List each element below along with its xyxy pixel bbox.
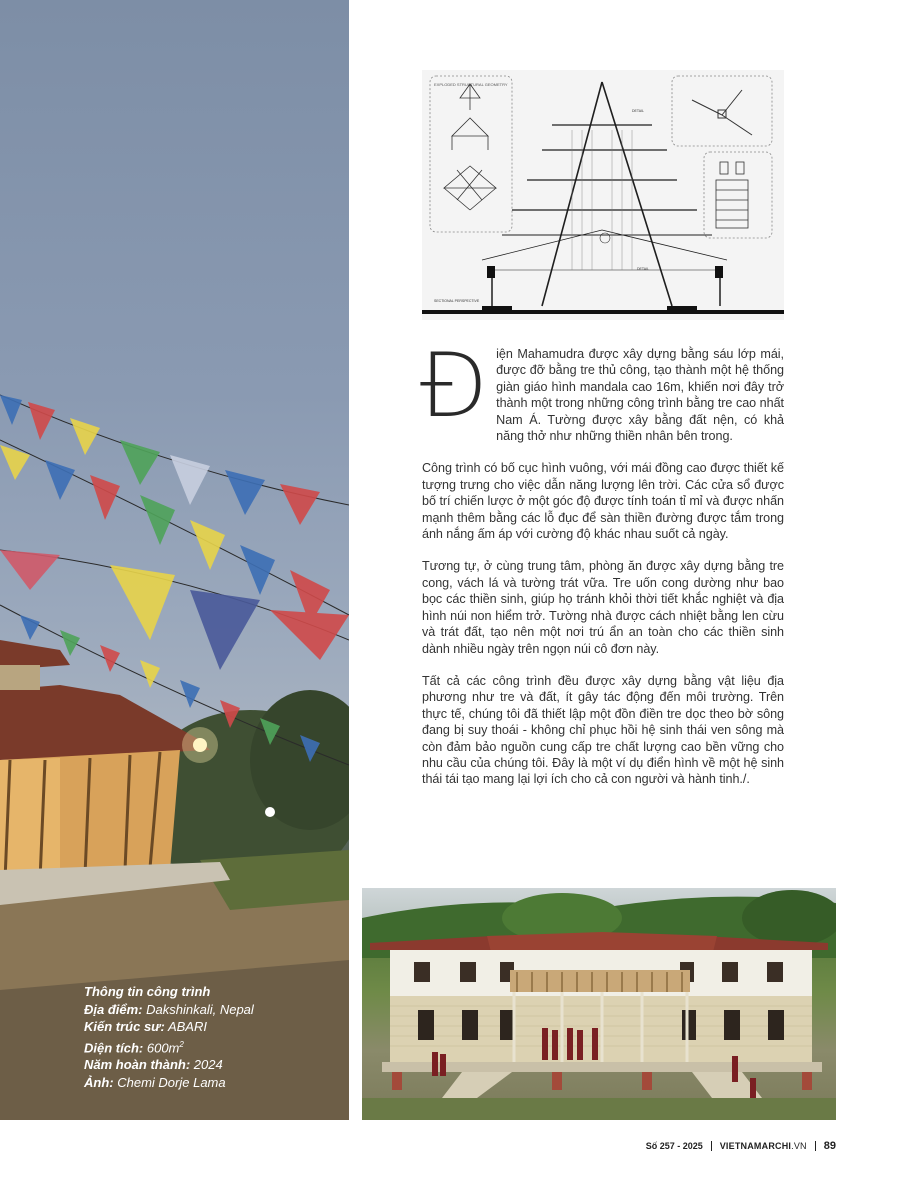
photo-dormitory-building [362,888,836,1120]
project-info-caption [84,983,334,1091]
drawing-illustration [422,70,784,320]
drop-cap: Đ [420,334,489,437]
photo-prayer-flags-building [0,0,349,1120]
issue-number: Số 257 - 2025 [646,1141,712,1151]
caption-year: Năm hoàn thành: 2024 [84,1057,223,1073]
exploded-label: EXPLODED STRUCTURAL GEOMETRY [434,82,508,87]
detail-label-bottom: DETAIL [637,267,649,271]
article-body [420,334,784,804]
caption-location: Địa điểm: Dakshinkali, Nepal [84,1001,254,1017]
detail-label-top: DETAIL [632,109,644,113]
site-name: VIETNAMARCHI.VN [712,1141,816,1151]
paragraph-4: Tất cả các công trình đều được xây dựng bằng vật liệu địa phương như tre và đất, ít gây tác động đến môi trường. Trên thực tế, chúng tôi đã thiết lập một đồn điền tre dọc theo bờ sông đang bị suy thoái - không chỉ phục hồi hệ sinh thái ven sông mà còn đảm bảo nguồn cung cấp tre chất lượng cao bền vững cho nhu cầu của chúng tôi. Đây là một ví dụ điển hình về một hệ sinh thái tái tạo mang lại lợi ích cho cả con người và hành tinh./. [422,673,784,787]
caption-heading: Thông tin công trình [84,984,211,999]
paragraph-1: Điện Mahamudra được xây dựng bằng sáu lớp mái, được đỡ bằng tre thủ công, tạo thành một hệ thống giàn giáo hình mandala cao 16m, khiến nơi đây trở thành một trong những công trình bằng tre cao nhất Nam Á. Tường được xây bằng đất nện, có khả năng thở như những thiền nhân bên trong. [420,334,784,444]
sectional-drawing [422,70,784,320]
caption-architect: Kiến trúc sư: ABARI [84,1019,207,1034]
section-label: SECTIONAL PERSPECTIVE [434,299,480,303]
paragraph-2: Công trình có bố cục hình vuông, với mái đồng cao được thiết kế tượng trưng cho việc dẫn năng lượng lên trời. Các cửa sổ được bố trí chiến lược ở một góc độ được tính toán tỉ mỉ và được nhấn mạnh thêm bằng các lỗ đục để sàn thiền đường được tắm trong ánh nắng ấm áp với cường độ khác nhau suốt cả ngày. [422,461,784,542]
photo-illustration [0,0,349,1120]
photo-illustration-bottom [362,888,836,1120]
page-footer [646,1138,836,1154]
caption-photo-credit: Ảnh: Chemi Dorje Lama [84,1074,226,1090]
caption-area: Diện tích: $600m^2$ [84,1039,184,1055]
paragraph-3: Tương tự, ở cùng trung tâm, phòng ăn được xây dựng bằng tre cong, vách lá và tường trát vữa. Tre uốn cong dường như bao bọc các thiền sinh, giúp họ tránh khỏi thời tiết khắc nghiệt và địa hình núi non hiểm trở. Tường nhà được cách nhiệt bằng len cừu và trát đất, tạo nên một nơi trú ẩn an toàn cho các thiền sinh dành nhiều ngày trên ngọn núi cô đơn này. [422,559,784,656]
page-number: 89 [823,1140,836,1152]
